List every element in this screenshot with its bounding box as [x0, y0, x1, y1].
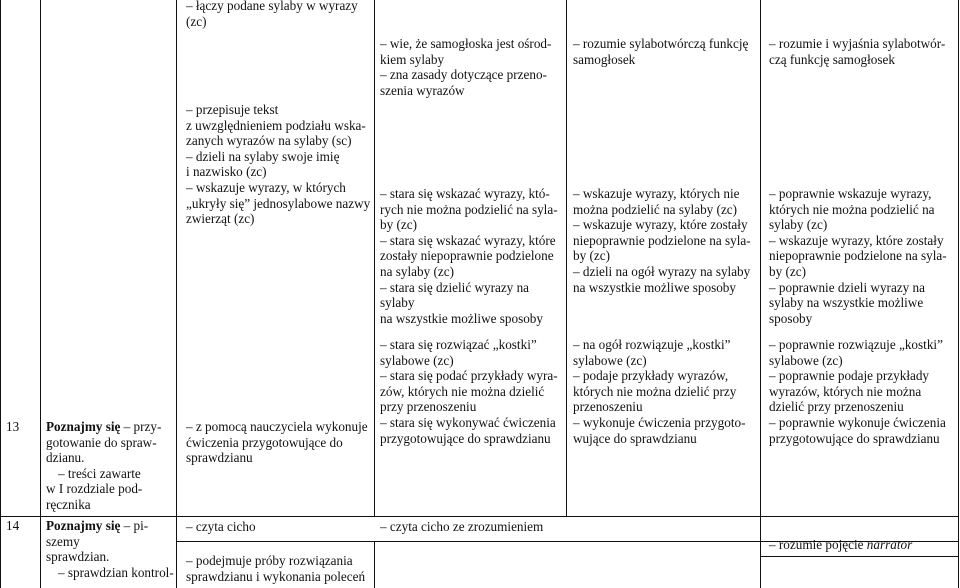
col4-top [769, 36, 955, 67]
topic-cell [46, 419, 174, 513]
text-line: z uwzględnieniem podziału wska- [186, 117, 366, 133]
topic-line: w I rozdziale pod- [46, 481, 143, 497]
col3-top [573, 36, 757, 67]
text-line: – wskazuje wyrazy, które zostały [769, 232, 944, 248]
col1-mid [186, 102, 372, 227]
text-line: i nazwisko (zc) [186, 164, 267, 180]
table-border-left [0, 0, 1, 588]
topic-line: dzianu. [46, 450, 85, 466]
text-line: – poprawnie wskazuje wyrazy, [769, 186, 932, 201]
text-line: sposoby [769, 310, 813, 326]
col3-mid [573, 186, 757, 295]
column-divider-2 [566, 0, 567, 516]
column-divider-3 [760, 0, 761, 588]
text-line: przygotowujące do sprawdzianu [380, 430, 551, 446]
text-line: ćwiczenia przygotowujące do [186, 434, 343, 450]
text-line: sprawdzianu i wykonania poleceń [186, 568, 366, 584]
topic-line: – pi- [120, 518, 149, 533]
text-line: zwierząt (zc) [186, 211, 255, 227]
text-line: – z pomocą nauczyciela wykonuje [186, 419, 368, 434]
row-number: 14 [6, 518, 20, 533]
text-line: niepoprawnie podzielone na syla- [573, 232, 751, 248]
text-line: – stara się wskazać wyrazy, które [380, 232, 556, 248]
text-line: – stara się dzielić wyrazy na sylaby [380, 279, 530, 311]
text-line: sylabowe (zc) [380, 352, 454, 368]
topic-line: – treści zawarte [58, 465, 141, 481]
text-line: – stara się wskazać wyrazy, któ- [380, 186, 550, 201]
text-line: niepoprawnie podzielone na syla- [769, 248, 947, 264]
text-line: – podejmuje próby rozwiązania [186, 553, 353, 568]
text-line: na sylaby (zc) [380, 263, 454, 279]
row14-col4a [769, 537, 955, 553]
col1-top [186, 0, 372, 29]
row-divider-14b [760, 556, 959, 557]
text-line: – zna zasady dotyczące przeno- [380, 67, 547, 83]
text-line: samogłosek [573, 51, 636, 67]
text-line: szenia wyrazów [380, 82, 465, 98]
col2-top [380, 36, 564, 98]
text-line: – wskazuje wyrazy, w których [186, 179, 346, 195]
text-line: – wskazuje wyrazy, które zostały [573, 217, 748, 233]
topic-line: sprawdzian. [46, 549, 110, 565]
text-line: – poprawnie rozwiązuje „kostki” [769, 337, 943, 352]
text-line: sylabowe (zc) [573, 352, 647, 368]
text-line: – poprawnie dzieli wyrazy na [769, 279, 925, 295]
text-line: przy przenoszeniu [380, 399, 477, 415]
col3-bottom [573, 337, 757, 446]
topic-line: szemy [46, 533, 80, 549]
text-line: – łączy podane sylaby w wyrazy [186, 0, 358, 13]
text-line [769, 537, 955, 553]
text-line: kiem sylaby [380, 51, 445, 67]
text-line: by (zc) [380, 217, 417, 233]
text-line: „ukryły się” jednosylabowe nazwy [186, 195, 371, 211]
topic-line: ręcznika [46, 496, 91, 512]
text-line: – rozumie i wyjaśnia sylabotwór- [769, 36, 946, 51]
text-line: by (zc) [769, 263, 806, 279]
text-line: na wszystkie możliwe sposoby [380, 310, 543, 326]
topic-line: – sprawdzian kontrol- [58, 564, 174, 580]
col4-bottom [769, 337, 955, 446]
text-line: – wie, że samogłoska jest ośrod- [380, 36, 552, 51]
col2-bottom [380, 337, 564, 446]
row-number: 13 [6, 419, 20, 434]
column-divider-number [40, 0, 41, 588]
row14-col2a [380, 519, 564, 535]
text-line: których nie można podzielić na [769, 201, 935, 217]
text-line: sylabowe (zc) [769, 352, 843, 368]
text-span: – rozumie pojęcie [769, 537, 867, 552]
text-line: – wykonuje ćwiczenia przygoto- [573, 414, 746, 430]
text-line: dzielić przy przenoszeniu [769, 399, 904, 415]
text-line: można podzielić na sylaby (zc) [573, 201, 738, 217]
text-line: – stara się podać przykłady wyra- [380, 368, 558, 384]
text-line: – podaje przykłady wyrazów, [573, 368, 729, 384]
topic-cell [46, 518, 174, 580]
column-divider-topic [176, 0, 177, 588]
text-line: czą funkcję samogłosek [769, 51, 895, 67]
text-line: sylaby na wszystkie możliwe [769, 295, 924, 311]
row14-col1b [186, 553, 372, 584]
row-divider-13-14 [0, 516, 959, 517]
text-line: – stara się wykonywać ćwiczenia [380, 414, 556, 430]
table-border-right [958, 0, 959, 588]
text-line: przygotowujące do sprawdzianu [769, 430, 940, 446]
text-line: – na ogół rozwiązuje „kostki” [573, 337, 731, 352]
text-line: wujące do sprawdzianu [573, 430, 697, 446]
text-line: rych nie można podzielić na syla- [380, 201, 558, 217]
text-line: by (zc) [573, 248, 610, 264]
text-line: – czyta cicho [186, 519, 256, 534]
text-line: – stara się rozwiązać „kostki” [380, 337, 537, 352]
text-line: zów, których nie można dzielić [380, 383, 545, 399]
text-line: przenoszeniu [573, 399, 643, 415]
text-line: – czyta cicho ze zrozumieniem [380, 519, 544, 534]
col2-mid [380, 186, 564, 326]
text-line: sprawdzianu [186, 450, 253, 466]
topic-title: Poznajmy się [46, 518, 121, 533]
text-line: – dzieli na ogół wyrazy na sylaby [573, 263, 751, 279]
italic-term: narrator [866, 537, 913, 552]
text-line: – dzieli na sylaby swoje imię [186, 148, 340, 164]
topic-line: gotowanie do spraw- [46, 434, 157, 450]
column-divider-1 [374, 0, 375, 516]
text-line: których nie można dzielić przy [573, 383, 737, 399]
text-line: – poprawnie wykonuje ćwiczenia [769, 414, 946, 430]
text-line: – rozumie sylabotwórczą funkcję [573, 36, 749, 51]
text-line: (zc) [186, 13, 207, 29]
text-line: sylaby (zc) [769, 217, 828, 233]
text-line: – wskazuje wyrazy, których nie [573, 186, 740, 201]
topic-line: – przy- [120, 419, 162, 434]
col4-mid [769, 186, 955, 326]
text-line: zanych wyrazów na sylaby (sc) [186, 133, 352, 149]
column-divider-1b [374, 541, 375, 588]
text-line: zostały niepoprawnie podzielone [380, 248, 554, 264]
text-line: – przepisuje tekst [186, 102, 279, 117]
topic-title: Poznajmy się [46, 419, 121, 434]
text-line: – poprawnie podaje przykłady [769, 368, 930, 384]
text-line: wyrazów, których nie można [769, 383, 922, 399]
text-line: na wszystkie możliwe sposoby [573, 279, 736, 295]
row14-col1a [186, 519, 372, 535]
col1-bottom [186, 419, 372, 466]
